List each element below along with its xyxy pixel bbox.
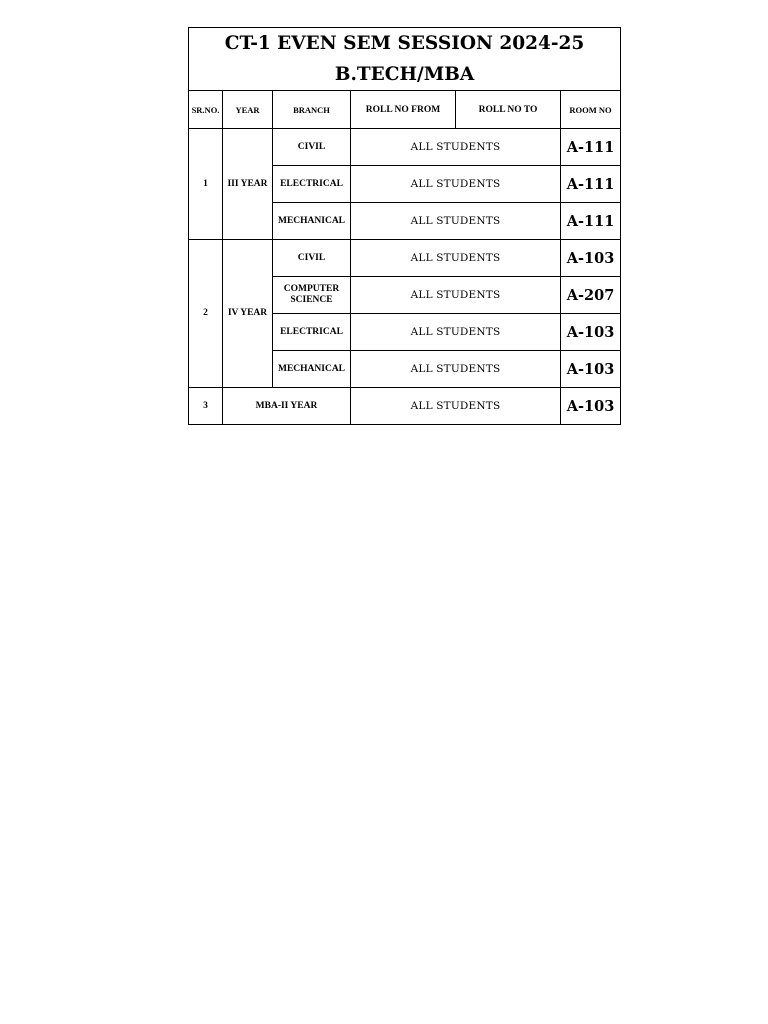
students-cell: ALL STUDENTS bbox=[351, 203, 561, 240]
room-cell: A-111 bbox=[561, 203, 621, 240]
year-cell: MBA-II YEAR bbox=[223, 388, 351, 425]
header-room-no: ROOM NO bbox=[561, 91, 621, 129]
sr-no-cell: 3 bbox=[189, 388, 223, 425]
room-cell: A-103 bbox=[561, 314, 621, 351]
room-cell: A-111 bbox=[561, 129, 621, 166]
students-cell: ALL STUDENTS bbox=[351, 277, 561, 314]
sr-no-cell: 2 bbox=[189, 240, 223, 388]
students-cell: ALL STUDENTS bbox=[351, 388, 561, 425]
year-cell: IV YEAR bbox=[223, 240, 273, 388]
title-line-2: B.TECH/MBA bbox=[334, 64, 475, 85]
title-row bbox=[189, 28, 621, 91]
year-cell: III YEAR bbox=[223, 129, 273, 240]
branch-cell: MECHANICAL bbox=[273, 203, 351, 240]
branch-cell: CIVIL bbox=[273, 240, 351, 277]
branch-line-1: COMPUTER bbox=[283, 284, 340, 294]
students-cell: ALL STUDENTS bbox=[351, 314, 561, 351]
header-row bbox=[189, 91, 621, 129]
header-branch: BRANCH bbox=[273, 91, 351, 129]
room-cell: A-103 bbox=[561, 351, 621, 388]
header-roll-from: ROLL NO FROM bbox=[351, 91, 456, 129]
branch-cell: ELECTRICAL bbox=[273, 166, 351, 203]
header-year: YEAR bbox=[223, 91, 273, 129]
table-row bbox=[189, 388, 621, 425]
room-cell: A-103 bbox=[561, 240, 621, 277]
branch-cell: MECHANICAL bbox=[273, 351, 351, 388]
students-cell: ALL STUDENTS bbox=[351, 240, 561, 277]
students-cell: ALL STUDENTS bbox=[351, 129, 561, 166]
branch-cell: ELECTRICAL bbox=[273, 314, 351, 351]
branch-cell: CIVIL bbox=[273, 129, 351, 166]
students-cell: ALL STUDENTS bbox=[351, 351, 561, 388]
header-sr-no: SR.NO. bbox=[189, 91, 223, 129]
table-row bbox=[189, 129, 621, 166]
branch-line-2: SCIENCE bbox=[290, 295, 333, 305]
table-title bbox=[189, 28, 621, 91]
header-roll-to: ROLL NO TO bbox=[456, 91, 561, 129]
title-line-1: CT-1 EVEN SEM SESSION 2024-25 bbox=[224, 33, 585, 54]
room-cell: A-207 bbox=[561, 277, 621, 314]
students-cell: ALL STUDENTS bbox=[351, 166, 561, 203]
branch-cell bbox=[273, 277, 351, 314]
seating-plan-table bbox=[188, 27, 621, 425]
room-cell: A-103 bbox=[561, 388, 621, 425]
table-row bbox=[189, 240, 621, 277]
room-cell: A-111 bbox=[561, 166, 621, 203]
sr-no-cell: 1 bbox=[189, 129, 223, 240]
